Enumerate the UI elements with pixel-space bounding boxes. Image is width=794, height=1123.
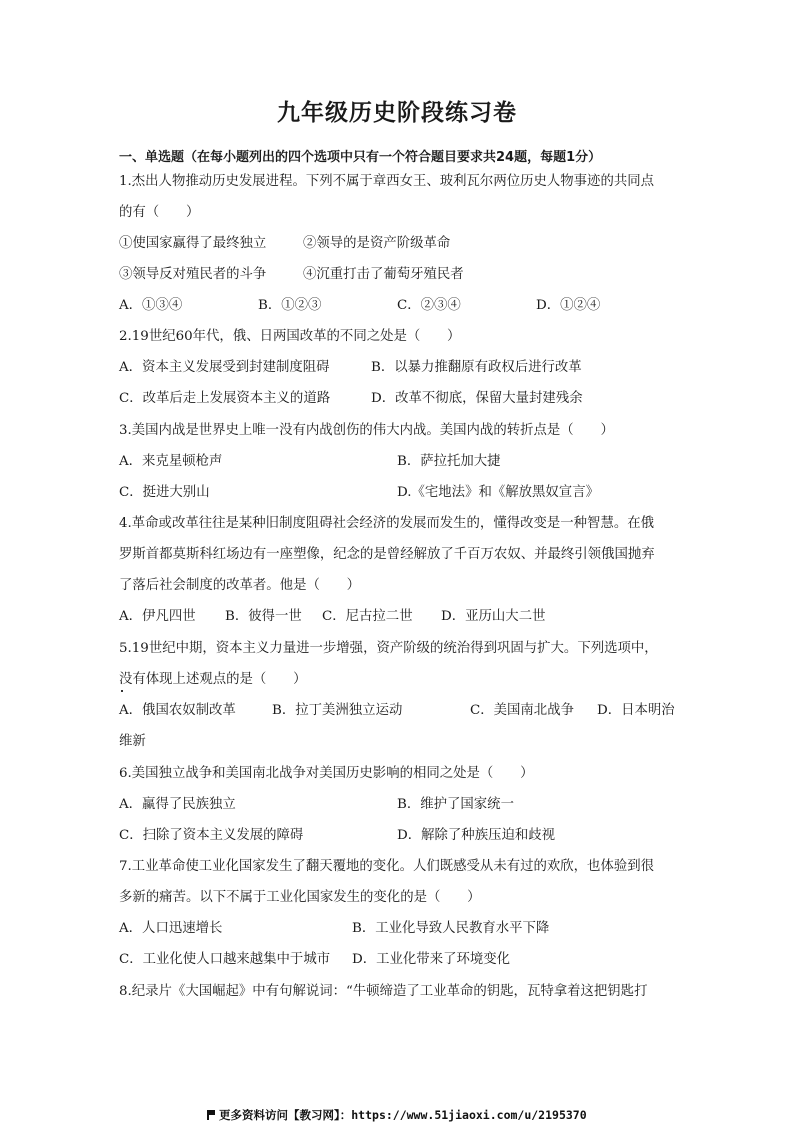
question-1-item-3: ③领导反对殖民者的斗争: [119, 267, 267, 282]
question-1-option-d: D．①②④: [536, 298, 601, 313]
question-4-stem-line-3: 了落后社会制度的改革者。他是（ ）: [119, 578, 361, 593]
question-5-stem-line-2: 没有体现上述观点的是（ ）: [119, 672, 307, 687]
question-6-option-d: D．解除了种族压迫和歧视: [397, 828, 556, 843]
question-3-option-b: B．萨拉托加大捷: [397, 454, 501, 469]
page-title: 九年级历史阶段练习卷: [277, 100, 517, 126]
page-footer: [207, 1107, 587, 1123]
question-4-option-b: B．彼得一世: [225, 609, 302, 624]
question-6-option-b: B．维护了国家统一: [397, 797, 514, 812]
question-1-item-4: ④沉重打击了葡萄牙殖民者: [303, 267, 464, 282]
footer-link[interactable]: https://www.51jiaoxi.com/u/2195370: [351, 1108, 587, 1122]
footer-prefix: 更多资料访问【教习网】：: [219, 1108, 352, 1122]
question-7-option-c: C．工业化使人口越来越集中于城市: [119, 952, 331, 967]
question-1-item-2: ②领导的是资产阶级革命: [303, 236, 451, 251]
question-7-stem-line-2: 多新的痛苦。以下不属于工业化国家发生的变化的是（ ）: [119, 890, 481, 905]
question-5-option-a: A．俄国农奴制改革: [119, 703, 236, 718]
question-1-option-a: A．①③④: [119, 298, 183, 313]
question-2-stem-line-1: 2.19世纪60年代，俄、日两国改革的不同之处是（ ）: [119, 329, 461, 344]
question-5-option-c: C．美国南北战争: [470, 703, 574, 718]
question-6-option-c: C．扫除了资本主义发展的障碍: [119, 828, 304, 843]
question-2-option-b: B．以暴力推翻原有政权后进行改革: [371, 360, 582, 375]
question-6-stem-line-1: 6.美国独立战争和美国南北战争对美国历史影响的相同之处是（ ）: [119, 766, 534, 781]
question-7-option-d: D．工业化带来了环境变化: [352, 952, 511, 967]
question-3-option-c: C．挺进大别山: [119, 485, 210, 500]
question-7-option-a: A．人口迅速增长: [119, 921, 223, 936]
flag-icon: [207, 1110, 215, 1120]
question-5-option-d: D．日本明治: [597, 703, 675, 718]
question-4-stem-line-2: 罗斯首都莫斯科红场边有一座塑像，纪念的是曾经解放了千百万农奴、并最终引领俄国抛弃: [119, 547, 655, 562]
question-5-stem-line-1: 5.19世纪中期，资本主义力量进一步增强，资产阶级的统治得到巩固与扩大。下列选项中，: [119, 641, 658, 656]
question-3-option-d: D.《宅地法》和《解放黑奴宣言》: [397, 485, 599, 500]
question-4-option-a: A．伊凡四世: [119, 609, 196, 624]
question-3-stem-line-1: 3.美国内战是世界史上唯一没有内战创伤的伟大内战。美国内战的转折点是（ ）: [119, 423, 614, 438]
question-8-stem-line-1: 8.纪录片《大国崛起》中有句解说词：“牛顿缔造了工业革命的钥匙，瓦特拿着这把钥匙打: [119, 984, 648, 999]
emphasis-dot: [121, 690, 123, 692]
question-5-option-b: B．拉丁美洲独立运动: [272, 703, 403, 718]
question-7-stem-line-1: 7.工业革命使工业化国家发生了翻天覆地的变化。人们既感受从未有过的欢欣，也体验到很: [119, 859, 655, 874]
question-4-option-c: C．尼古拉二世: [322, 609, 413, 624]
section-heading: 一、单选题（在每小题列出的四个选项中只有一个符合题目要求共24题，每题1分）: [119, 150, 602, 165]
question-2-option-c: C．改革后走上发展资本主义的道路: [119, 391, 331, 406]
question-7-option-b: B．工业化导致人民教育水平下降: [352, 921, 550, 936]
question-5-option-d-continuation: 维新: [119, 734, 146, 749]
question-1-stem-line-1: 1.杰出人物推动历史发展进程。下列不属于章西女王、玻利瓦尔两位历史人物事迹的共同点: [119, 174, 655, 189]
question-1-item-1: ①使国家赢得了最终独立: [119, 236, 267, 251]
question-2-option-a: A．资本主义发展受到封建制度阻碍: [119, 360, 330, 375]
question-3-option-a: A．来克星顿枪声: [119, 454, 223, 469]
question-2-option-d: D．改革不彻底，保留大量封建残余: [371, 391, 583, 406]
question-1-stem-line-2: 的有（ ）: [119, 205, 200, 220]
question-1-option-b: B．①②③: [258, 298, 322, 313]
question-1-option-c: C．②③④: [397, 298, 461, 313]
question-4-option-d: D．亚历山大二世: [441, 609, 546, 624]
question-6-option-a: A．赢得了民族独立: [119, 797, 236, 812]
question-4-stem-line-1: 4.革命或改革往往是某种旧制度阻碍社会经济的发展而发生的，懂得改变是一种智慧。在俄: [119, 516, 655, 531]
